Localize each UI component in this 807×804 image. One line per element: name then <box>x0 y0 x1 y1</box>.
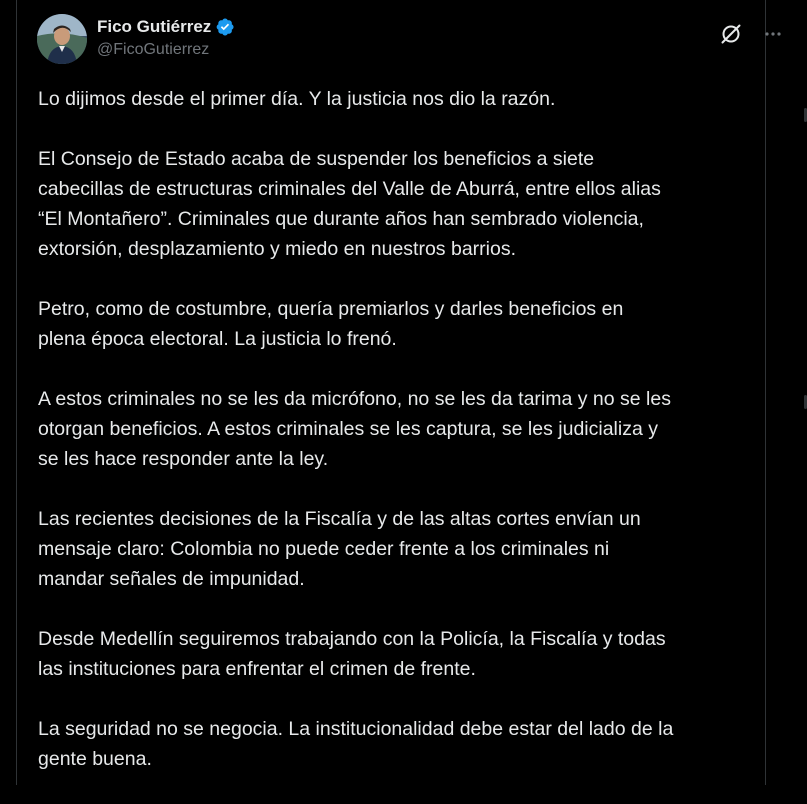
post-paragraph: El Consejo de Estado acaba de suspender los beneficios a siete cabecillas de estructuras criminales del Valle de Aburrá, entre ellos alias “El Montañero”. Criminales que durante años han sembrado violencia, extorsión, desplazamiento y miedo en nuestros barrios. <box>38 148 661 260</box>
avatar-image <box>37 14 87 64</box>
post-paragraph: Las recientes decisiones de la Fiscalía y de las altas cortes envían un mensaje claro: Colombia no puede ceder frente a los criminales ni mandar señales de impunidad. <box>38 508 641 590</box>
post-paragraph: Lo dijimos desde el primer día. Y la justicia nos dio la razón. <box>38 88 556 110</box>
post-paragraph: Desde Medellín seguiremos trabajando con la Policía, la Fiscalía y todas las instituciones para enfrentar el crimen de frente. <box>38 628 666 680</box>
post-paragraph: Petro, como de costumbre, quería premiarlos y darles beneficios en plena época electoral. La justicia lo frenó. <box>38 298 624 350</box>
display-name[interactable]: Fico Gutiérrez <box>97 17 212 36</box>
post-text <box>38 84 758 804</box>
post-actions <box>715 18 789 50</box>
post-header <box>37 14 789 66</box>
more-dots-icon[interactable] <box>757 18 789 50</box>
avatar[interactable] <box>37 14 87 64</box>
verified-badge-icon[interactable] <box>215 17 235 37</box>
author-handle[interactable]: @FicoGutierrez <box>97 41 210 58</box>
post-paragraph: A estos criminales no se les da micrófono, no se les da tarima y no se les otorgan beneficios. A estos criminales se les captura, se les judicializa y se les hace responder ante la ley. <box>38 388 671 470</box>
author-names <box>97 16 235 61</box>
post-paragraph: La seguridad no se negocia. La institucionalidad debe estar del lado de la gente buena. <box>38 718 674 770</box>
grok-slash-icon[interactable] <box>715 18 747 50</box>
display-name-row <box>97 16 235 38</box>
